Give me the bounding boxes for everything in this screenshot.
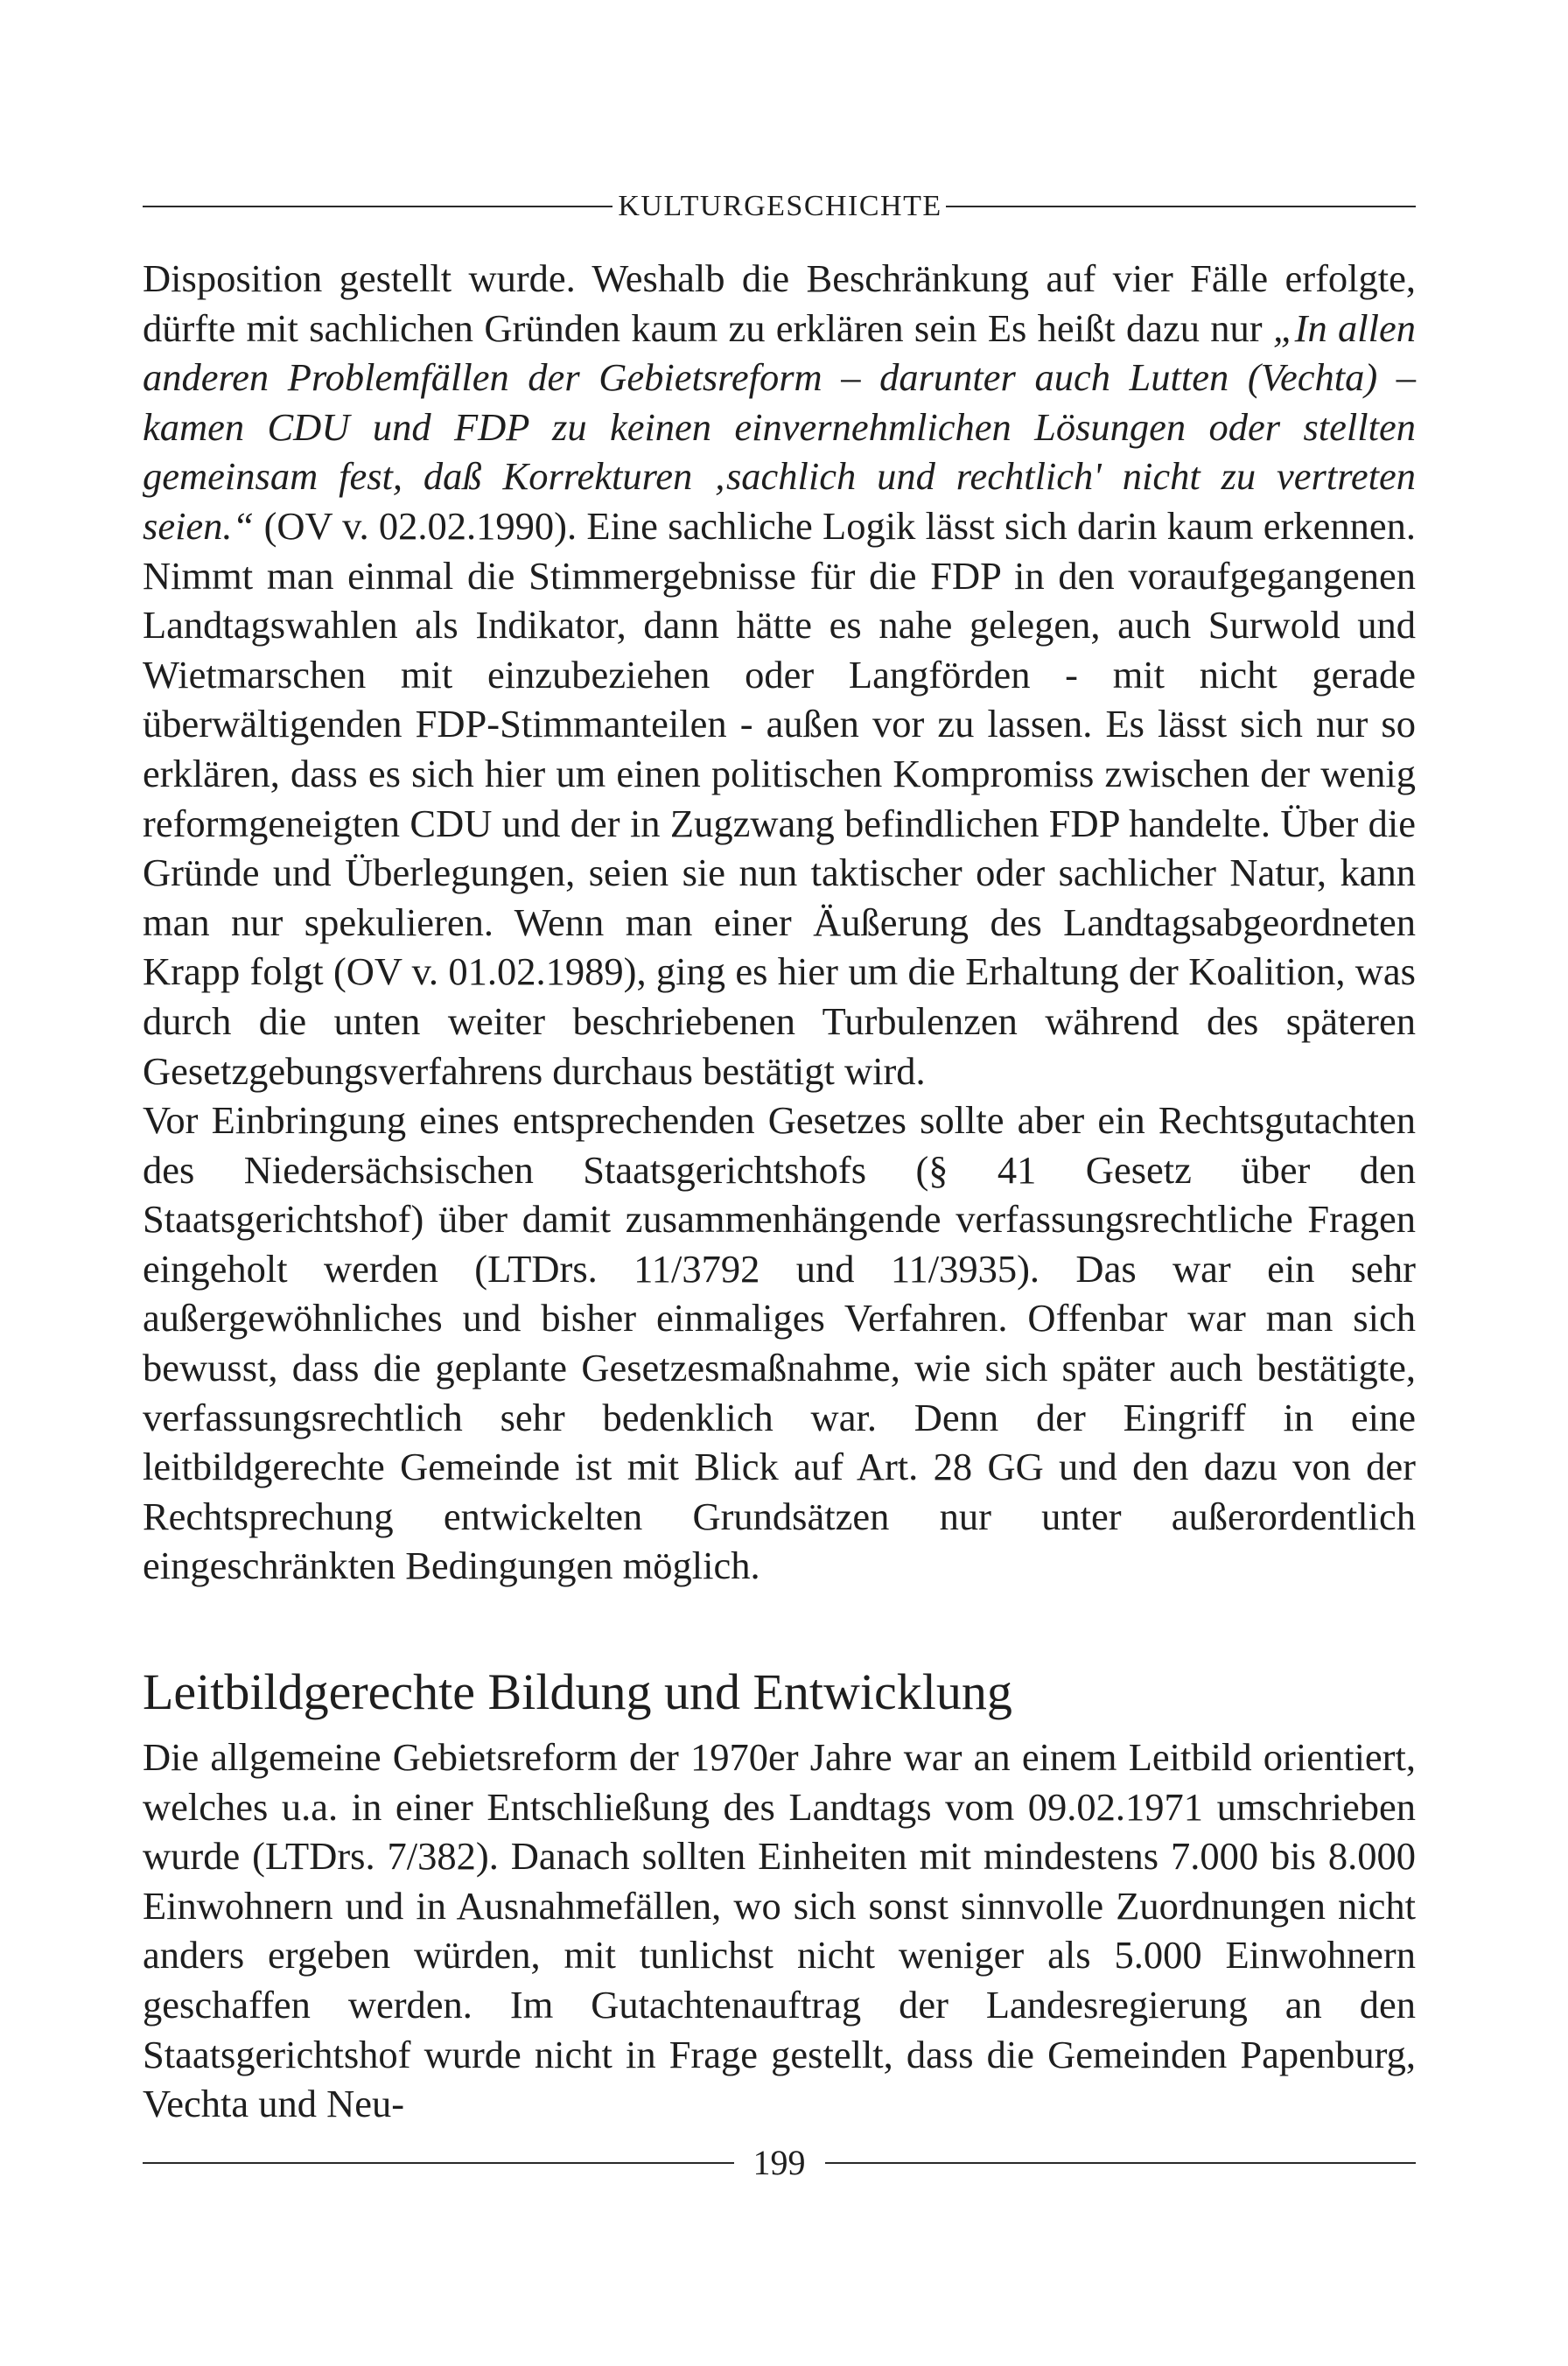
section-heading: Leitbildgerechte Bildung und Entwicklung — [143, 1663, 1012, 1720]
footer-rule-left — [143, 2162, 734, 2164]
footer-rule-right — [825, 2162, 1417, 2164]
paragraph-1 — [143, 254, 1416, 1096]
book-page — [143, 0, 1416, 2366]
paragraph-2: Vor Einbringung eines entsprechenden Gesetzes sollte aber ein Rechtsgutachten des Niedersächsischen Staatsgerichtshofs (§ 41 Gesetz über den Staatsgerichtshof) über damit zusammenhängende verfassungsrechtliche Fragen eingeholt werden (LTDrs. 11/3792 und 11/3935). Das war ein sehr außergewöhnliches und bisher einmaliges Verfahren. Offenbar war man sich bewusst, dass die geplante Gesetzesmaßnahme, wie sich später auch bestätigte, verfassungsrechtlich sehr bedenklich war. Denn der Eingriff in eine leitbildgerechte Gemeinde ist mit Blick auf Art. 28 GG und den dazu von der Rechtsprechung entwickelten Grundsätzen nur unter außerordentlich eingeschränkten Bedingungen möglich. — [143, 1098, 1416, 1588]
running-head-label: KULTURGESCHICHTE — [618, 190, 942, 222]
paragraph-1-lead: Disposition gestellt wurde. Weshalb die Beschränkung auf vier Fälle erfolgte, dürfte mit sachlichen Gründen kaum zu erklären sein Es heißt dazu nur — [143, 256, 1416, 350]
running-head-rule-right — [946, 206, 1416, 207]
body-text-upper — [143, 254, 1416, 1591]
running-head — [143, 189, 1416, 224]
page-footer — [143, 2144, 1416, 2182]
body-text-lower — [143, 1732, 1416, 2129]
paragraph-1-quote: „In allen anderen Problemfällen der Gebietsreform – darunter auch Lutten (Vechta) – kamen CDU und FDP zu keinen einvernehmlichen Lösungen oder stellten gemeinsam fest, daß Korrekturen ‚sachlich und rechtlich' nicht zu vertreten seien.“ — [143, 305, 1417, 548]
paragraph-3: Die allgemeine Gebietsreform der 1970er Jahre war an einem Leitbild orientiert, welches u.a. in einer Entschließung des Landtags vom 09.02.1971 umschrieben wurde (LTDrs. 7/382). Danach sollten Einheiten mit mindestens 7.000 bis 8.000 Einwohnern und in Ausnahmefällen, wo sich sonst sinnvolle Zuordnungen nicht anders ergeben würden, mit tunlichst nicht weniger als 5.000 Einwohnern geschaffen werden. Im Gutachtenauftrag der Landesregierung an den Staatsgerichtshof wurde nicht in Frage gestellt, dass die Gemeinden Papenburg, Vechta und Neu- — [143, 1735, 1416, 2126]
paragraph-1-rest: (OV v. 02.02.1990). Eine sachliche Logik lässt sich darin kaum erkennen. Nimmt man einmal die Stimmergebnisse für die FDP in den voraufgegangenen Landtagswahlen als Indikator, dann hätte es nahe gelegen, auch Surwold und Wietmarschen mit einzubeziehen oder Langförden - mit nicht gerade überwältigenden FDP-Stimmanteilen - außen vor zu lassen. Es lässt sich nur so erklären, dass es sich hier um einen politischen Kompromiss zwischen der wenig reformgeneigten CDU und der in Zugzwang befindlichen FDP handelte. Über die Gründe und Überlegungen, seien sie nun taktischer oder sachlicher Natur, kann man nur spekulieren. Wenn man einer Äußerung des Landtagsabgeordneten Krapp folgt (OV v. 01.02.1989), ging es hier um die Erhaltung der Koalition, was durch die unten weiter beschriebenen Turbulenzen während des späteren Gesetzgebungsverfahrens durchaus bestätigt wird. — [143, 503, 1416, 1093]
page-number: 199 — [752, 2143, 806, 2182]
running-head-rule-left — [143, 206, 612, 207]
